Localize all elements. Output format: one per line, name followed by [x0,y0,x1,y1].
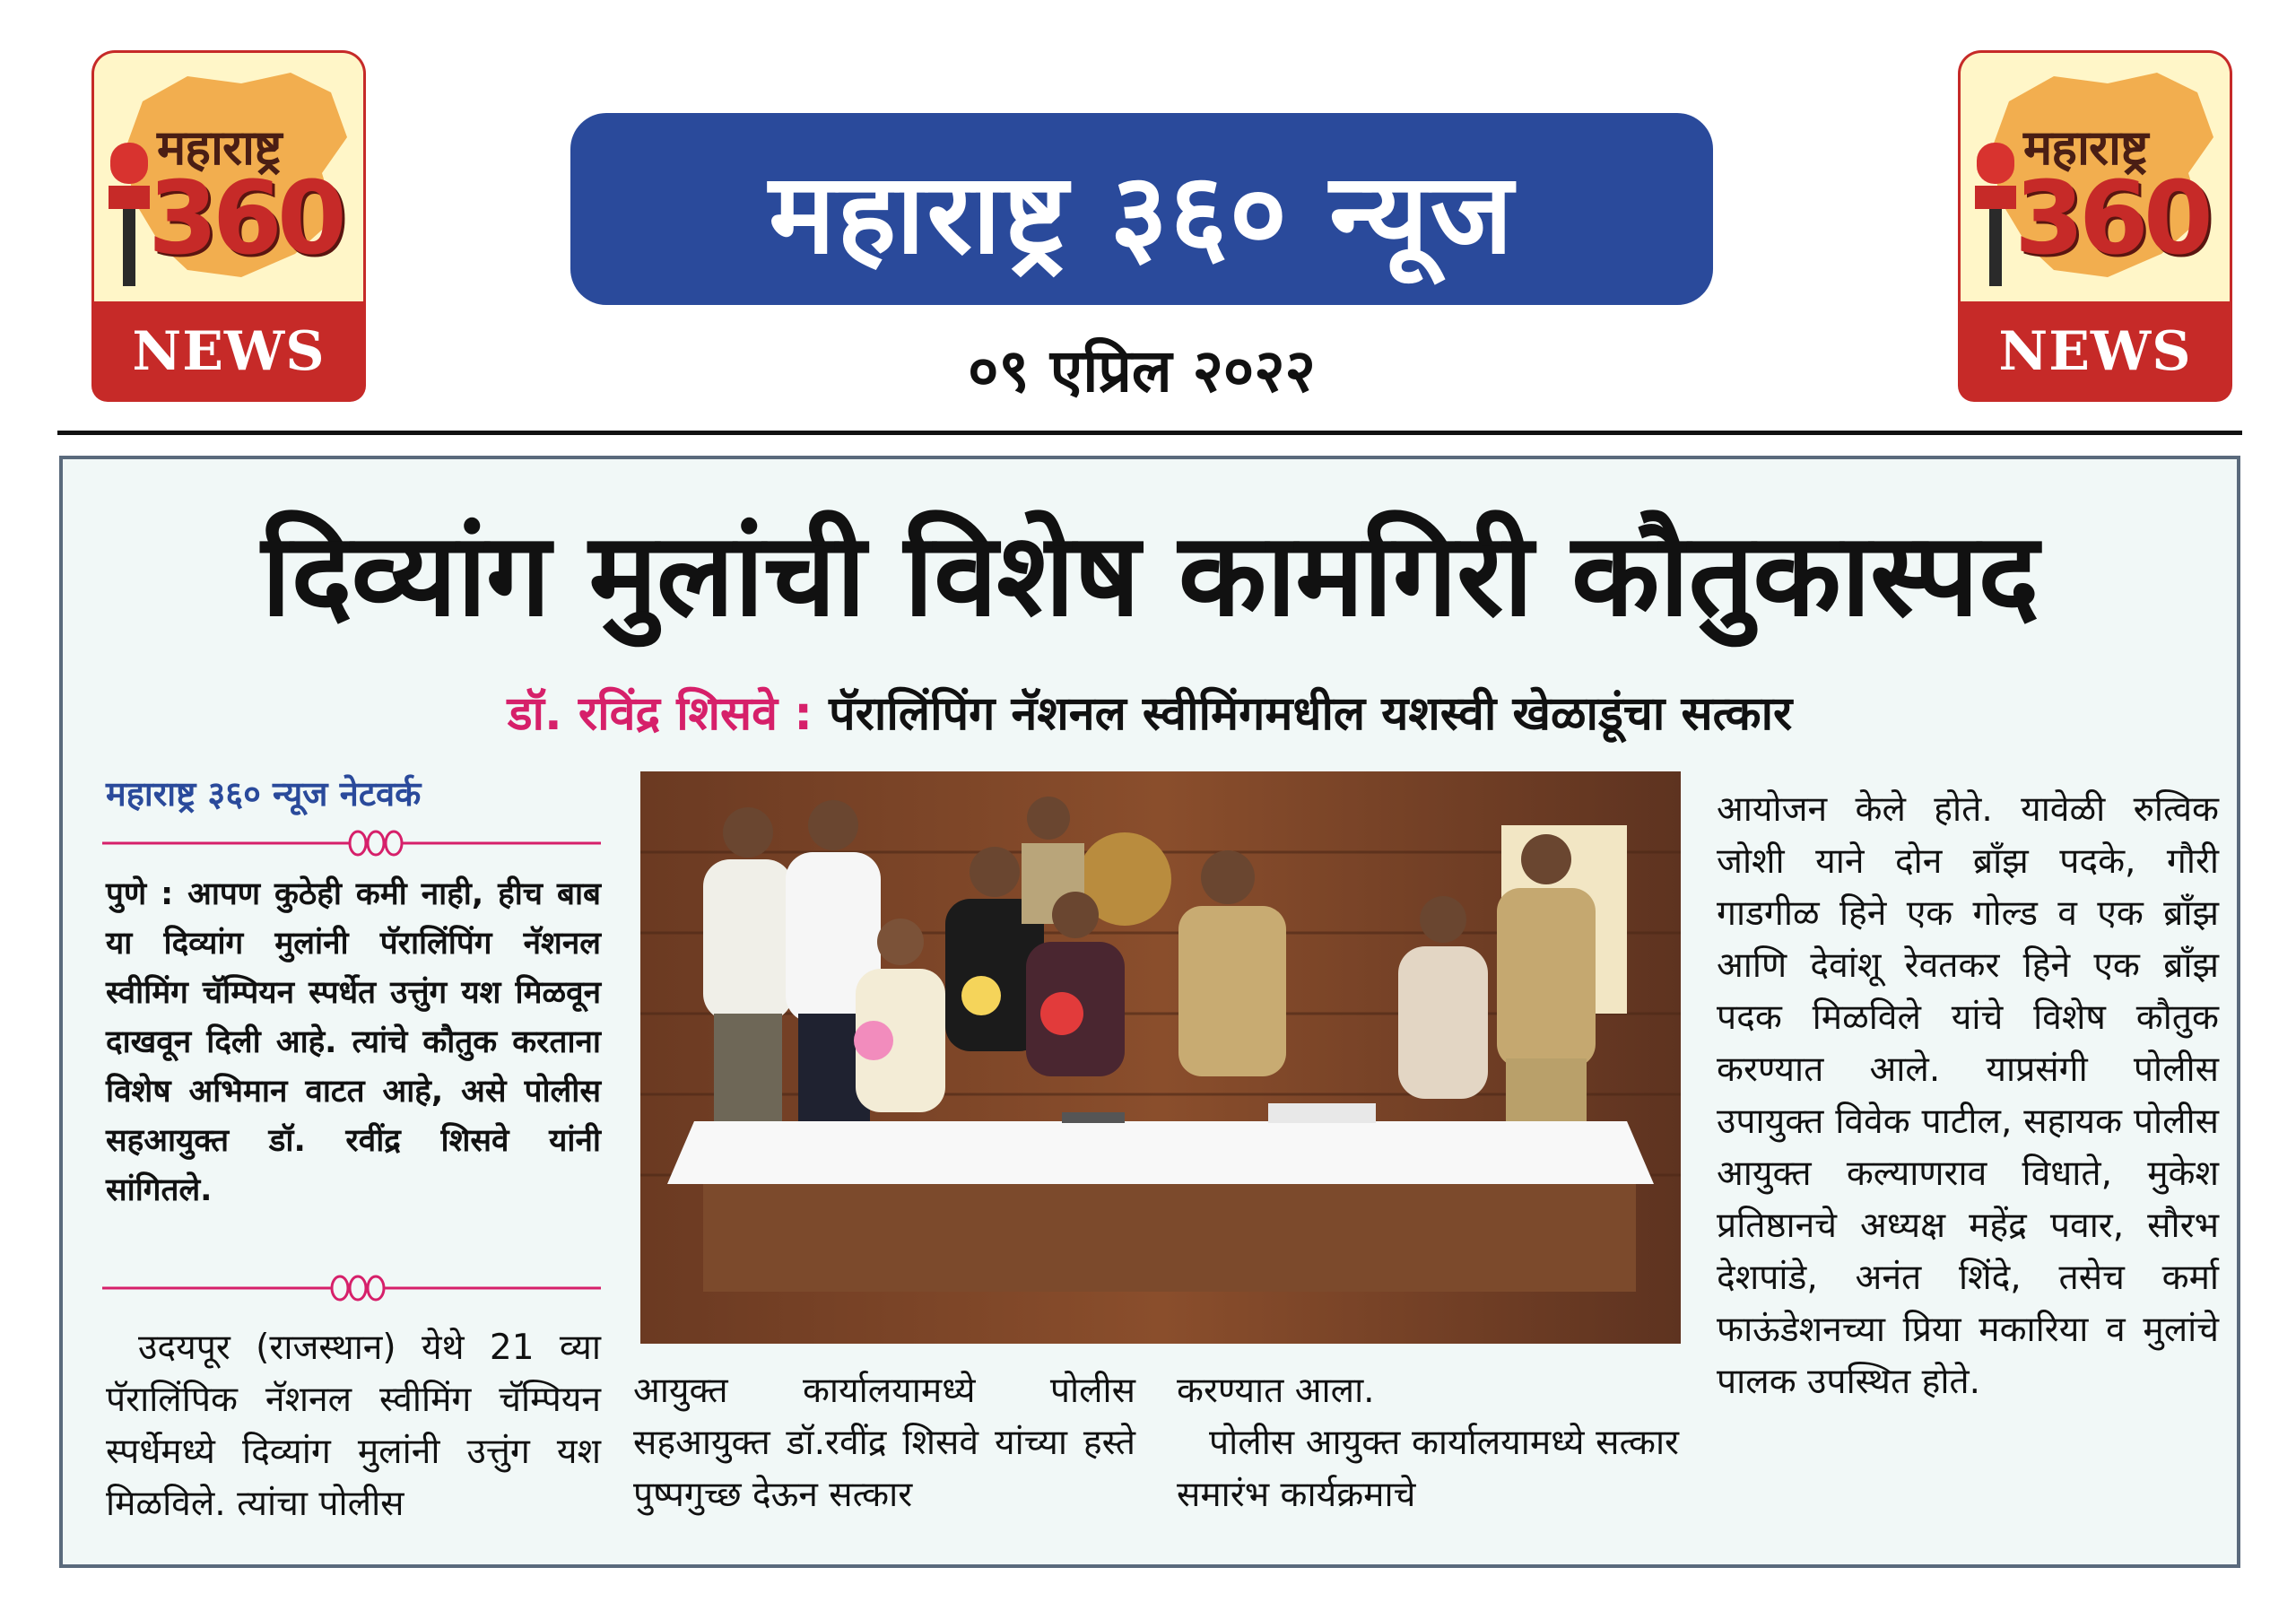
article-column-4: आयोजन केले होते. यावेळी रुत्विक जोशी याने दोन ब्रॉंझ पदके, गौरी गाडगीळ हिने एक गोल्ड व एक ब्रॉंझ आणि देवांशू रेवतकर हिने एक ब्रॉंझ पदक मिळविले यांचे विशेष कौतुक करण्यात आले. याप्रसंगी पोलीस उपायुक्त विवेक पाटील, सहायक पोलीस आयुक्त कल्याणराव विधाते, मुकेश प्रतिष्ठानचे अध्यक्ष महेंद्र पवार, सौरभ देशपांडे, अनंत शिंदे, तसेच कर्मा फाऊंडेशनच्या प्रिया मकारिया व मुलांचे पालक उपस्थित होते. [1717,789,2219,1402]
masthead-divider [57,431,2242,435]
logo-left [91,50,366,402]
article-column-2: आयुक्त कार्यालयामध्ये पोलीस सहआयुक्त डॉ.रवींद्र शिसवे यांच्या हस्ते पुष्पगुच्छ देऊन सत्कार [633,1371,1135,1515]
article-subhead [63,680,2237,744]
article-byline: महाराष्ट्र ३६० न्यूज नेटवर्क [106,774,422,814]
subhead-name: डॉ. रविंद्र शिसवे : [507,687,813,741]
logo-number: 360 [2014,161,2208,277]
article-column-3 [1177,1365,1679,1521]
logo-news-band [1958,301,2232,402]
logo-top-panel [1958,50,2232,301]
article-column-1: उदयपूर (राजस्थान) येथे 21 व्या पॅरालिंपिक नॅशनल स्वीमिंग चॅम्पियन स्पर्धेमध्ये दिव्यांग मुलांनी उत्तुंग यश मिळविले. त्यांचा पोलीस [106,1328,601,1524]
article-photo [640,771,1681,1344]
logo-news-word: NEWS [1998,320,2192,383]
logo-news-band [91,301,366,402]
publication-date: ०९ एप्रिल २०२२ [968,336,1316,405]
logo-news-word: NEWS [132,320,326,383]
logo-right [1958,50,2232,402]
logo-brand-text: महाराष्ट्र [2023,119,2148,176]
masthead-title: महाराष्ट्र ३६० न्यूज [769,149,1515,279]
logo-number: 360 [148,161,342,277]
logo-top-panel [91,50,366,301]
article-panel [59,456,2240,1568]
logo-brand-text: महाराष्ट्र [157,119,282,176]
article-intro: पुणे : आपण कुठेही कमी नाही, हीच बाब या दिव्यांग मुलांनी पॅरालिंपिंग नॅशनल स्वीमिंग चॅम्पियन स्पर्धेत उत्तुंग यश मिळवून दाखवून दिली आहे. त्यांचे कौतुक करताना विशेष अभिमान वाटत आहे, असे पोलीस सहआयुक्त डॉ. रवींद्र शिसवे यांनी सांगितले. [106,876,601,1208]
column-3-paragraph-1: करण्यात आला. [1177,1371,1375,1411]
ornament-divider-icon [102,825,601,861]
masthead-title-box [570,113,1713,305]
ornament-divider-icon [102,1270,601,1306]
subhead-text: पॅरालिंपिंग नॅशनल स्वीमिंगमधील यशस्वी खेळाडूंचा सत्कार [813,687,1793,741]
microphone-icon [1971,143,2020,286]
microphone-icon [105,143,153,286]
column-3-paragraph-2: पोलीस आयुक्त कार्यालयामध्ये सत्कार समारंभ कार्यक्रमाचे [1177,1423,1679,1515]
article-headline: दिव्यांग मुलांची विशेष कामगिरी कौतुकास्पद [261,509,2039,642]
